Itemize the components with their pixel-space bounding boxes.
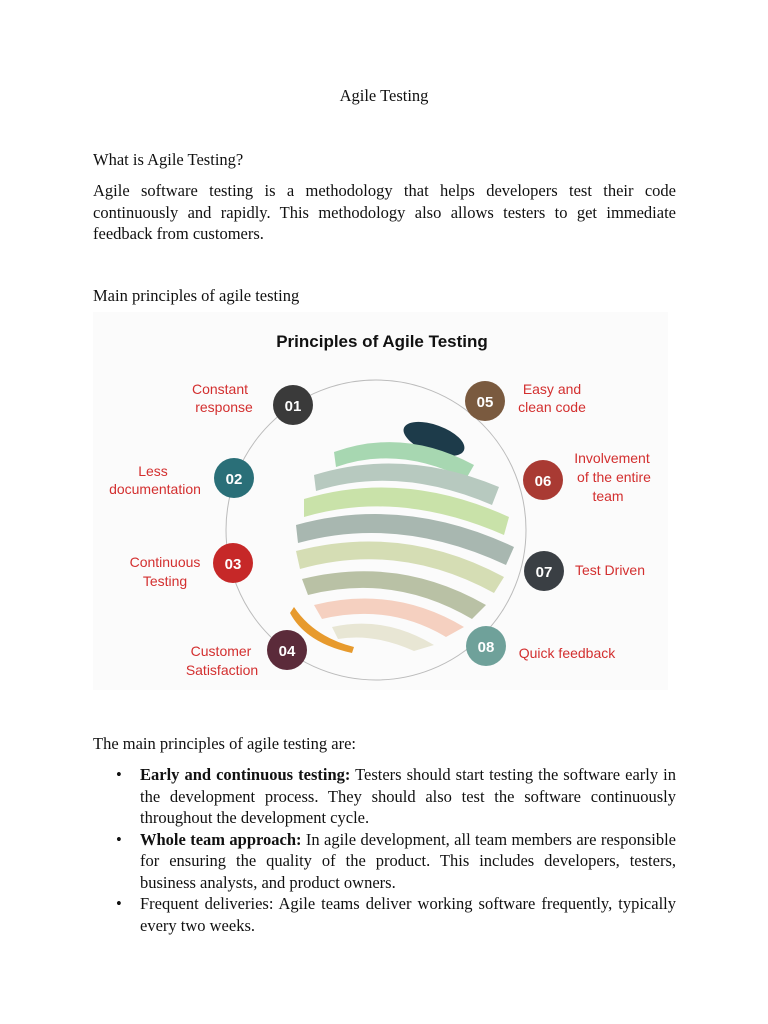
list-item-bold: Whole team approach:: [140, 829, 302, 849]
principles-heading: Main principles of agile testing: [93, 286, 300, 305]
principle-02-number: 02: [225, 471, 243, 488]
list-item-bold: Early and continuous testing:: [140, 765, 351, 784]
list-item-text: In agile development, all team members are responsible for ensuring the quality of the product. This includes developers, testers, business analysts, and product owners.: [140, 829, 676, 892]
principle-03-label-line2: Testing: [142, 573, 188, 589]
principles-diagram: [93, 312, 668, 690]
principle-05: [465, 381, 586, 421]
principle-02-label-line2: documentation: [109, 481, 201, 497]
principle-03-label-line1: Continuous: [129, 554, 201, 570]
principle-01: [192, 381, 313, 425]
principle-01-label-line1: Constant: [191, 381, 249, 397]
list-item: [93, 893, 676, 936]
list-item: [93, 829, 676, 894]
principle-04-number: 04: [278, 643, 296, 660]
principle-08: [466, 626, 616, 666]
intro-paragraph: Agile software testing is a methodology that helps developers test their code continuously and rapidly. This methodology also allows testers to get immediate feedback from customers.: [93, 181, 676, 243]
principle-02-label-line1: Less: [138, 463, 168, 479]
list-heading: The main principles of agile testing are:: [93, 734, 356, 753]
principle-01-number: 01: [284, 398, 302, 415]
principle-07: [524, 551, 645, 591]
globe-graphic: [290, 415, 514, 653]
principle-04: [186, 630, 307, 678]
question-heading: What is Agile Testing?: [93, 150, 244, 169]
figure-title: Principles of Agile Testing: [276, 332, 488, 351]
principle-08-number: 08: [477, 639, 495, 656]
principle-06-label-line2: of the entire: [577, 469, 651, 485]
principle-06-label-line1: Involvement: [574, 450, 650, 466]
list-item: [93, 764, 676, 829]
principles-figure: [93, 312, 668, 690]
principle-03-number: 03: [224, 556, 242, 573]
principle-07-label-line1: Test Driven: [574, 562, 646, 578]
principle-04-label-line1: Customer: [190, 643, 252, 659]
principles-list: [93, 764, 676, 936]
principle-07-number: 07: [535, 564, 553, 581]
principle-05-number: 05: [476, 394, 494, 411]
principle-02: [109, 458, 254, 498]
bullet-icon: •: [116, 894, 122, 913]
principle-05-label-line1: Easy and: [522, 381, 582, 397]
list-item-text: Frequent deliveries: Agile teams deliver working software frequently, typically every two weeks.: [140, 894, 676, 935]
principle-05-label-line2: clean code: [518, 399, 586, 415]
principle-08-label-line1: Quick feedback: [518, 645, 616, 661]
list-item-text: Testers should start testing the software early in the development process. They should also test the software continuously throughout the development cycle.: [140, 765, 676, 827]
principle-03: [130, 543, 253, 589]
principle-06-label-line3: team: [592, 488, 624, 504]
principle-01-label-line2: response: [195, 399, 253, 415]
principle-04-label-line2: Satisfaction: [185, 662, 259, 678]
principle-06: [523, 450, 651, 504]
bullet-icon: •: [116, 829, 122, 849]
page-title: Agile Testing: [339, 86, 429, 105]
principle-06-number: 06: [534, 473, 552, 490]
bullet-icon: •: [116, 765, 122, 784]
